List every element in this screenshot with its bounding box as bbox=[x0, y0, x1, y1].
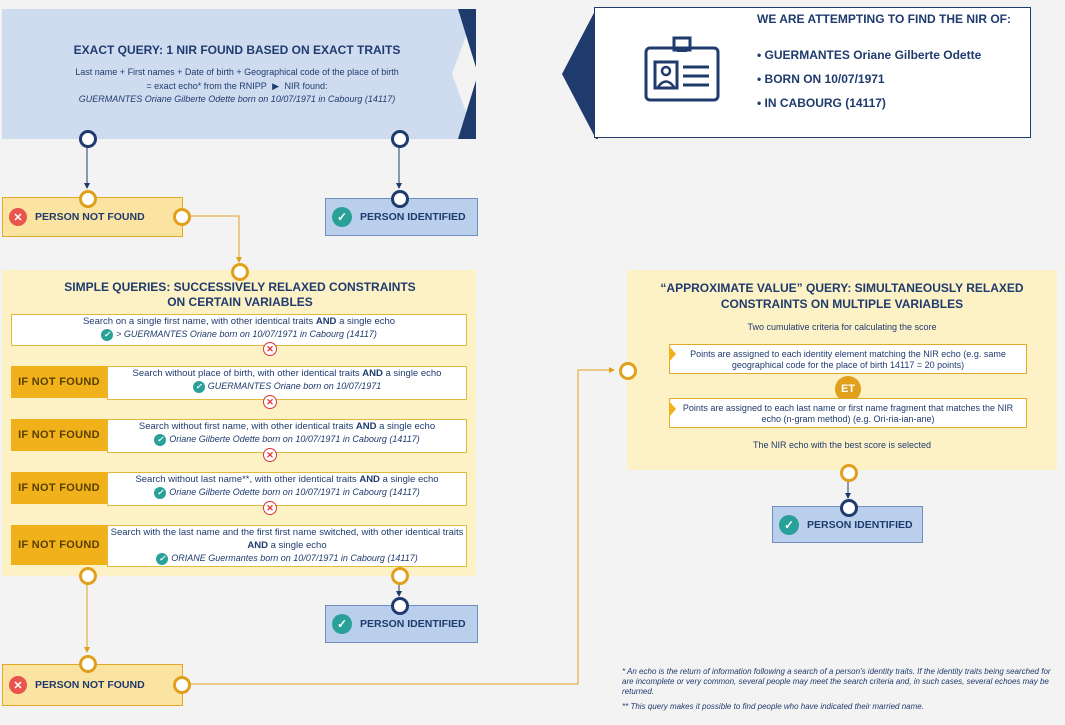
connector-dot bbox=[391, 567, 409, 585]
connector-dot bbox=[231, 263, 249, 281]
criterion-arrow bbox=[669, 401, 676, 417]
target-arrow-shape bbox=[562, 9, 598, 139]
query-row-4: Search without last name**, with other identical traits AND a single echo ✓ Oriane Gilberte Odette born on 10/07/1971 in Cabourg (14117) bbox=[107, 472, 467, 506]
connector-dot bbox=[79, 190, 97, 208]
query-row-text: Search with the last name and the first first name switched, with other identical traits bbox=[110, 527, 464, 538]
person-identified-label: PERSON IDENTIFIED bbox=[360, 618, 466, 630]
connector-dot bbox=[79, 655, 97, 673]
connector-dot bbox=[840, 499, 858, 517]
exact-query-echo: = exact echo* from the RNIPP bbox=[146, 81, 267, 91]
query-row-text: Search without place of birth, with other identical traits bbox=[132, 368, 360, 379]
check-icon: ✓ bbox=[156, 553, 168, 565]
check-icon: ✓ bbox=[101, 329, 113, 341]
approx-query-title: “APPROXIMATE VALUE” QUERY: SIMULTANEOUSLY RELAXED CONSTRAINTS ON MULTIPLE VARIABLES bbox=[660, 281, 1024, 311]
cross-icon: ✕ bbox=[263, 342, 277, 356]
check-icon: ✓ bbox=[154, 434, 166, 446]
exact-query-result: GUERMANTES Oriane Gilberte Odette born on 10/07/1971 in Cabourg (14117) bbox=[78, 94, 396, 104]
person-identified-label: PERSON IDENTIFIED bbox=[360, 211, 466, 223]
target-item-birth: • BORN ON 10/07/1971 bbox=[757, 72, 885, 86]
connector-dot bbox=[391, 130, 409, 148]
check-icon: ✓ bbox=[332, 614, 352, 634]
criterion-arrow bbox=[669, 346, 676, 362]
criterion-1: Points are assigned to each identity element matching the NIR echo (e.g. same geographical code for the place of birth 14117 = 20 points) bbox=[669, 344, 1027, 374]
exact-query-line1: Last name + First names + Date of birth + Geographical code of the place of birth bbox=[75, 67, 399, 77]
person-not-found-label: PERSON NOT FOUND bbox=[35, 211, 145, 223]
query-row-2: Search without place of birth, with other identical traits AND a single echo ✓ GUERMANTES Oriane born on 10/07/1971 bbox=[107, 366, 467, 400]
person-not-found-label: PERSON NOT FOUND bbox=[35, 679, 145, 691]
exact-query-nir-found: NIR found: bbox=[284, 81, 328, 91]
connector-dot bbox=[79, 130, 97, 148]
approx-query-subtitle: Two cumulative criteria for calculating the score bbox=[747, 322, 937, 332]
if-not-found-label: IF NOT FOUND bbox=[11, 366, 107, 398]
query-row-3: Search without first name, with other identical traits AND a single echo ✓ Oriane Gilberte Odette born on 10/07/1971 in Cabourg (14117) bbox=[107, 419, 467, 453]
target-item-name: • GUERMANTES Oriane Gilberte Odette bbox=[757, 48, 982, 62]
query-row-result: Oriane Gilberte Odette born on 10/07/1971 in Cabourg (14117) bbox=[169, 434, 420, 444]
if-not-found-label: IF NOT FOUND bbox=[11, 419, 107, 451]
query-row-result: ORIANE Guermantes born on 10/07/1971 in Cabourg (14117) bbox=[171, 553, 418, 563]
target-title: WE ARE ATTEMPTING TO FIND THE NIR OF: bbox=[757, 12, 1011, 26]
target-card bbox=[594, 7, 1031, 138]
exact-query-line2 bbox=[22, 81, 452, 92]
check-icon: ✓ bbox=[154, 487, 166, 499]
exact-query-title: EXACT QUERY: 1 NIR FOUND BASED ON EXACT TRAITS bbox=[73, 43, 401, 57]
query-row-result: Oriane Gilberte Odette born on 10/07/1971 in Cabourg (14117) bbox=[169, 487, 420, 497]
approx-best-score: The NIR echo with the best score is selected bbox=[752, 440, 932, 450]
if-not-found-label: IF NOT FOUND bbox=[11, 472, 107, 504]
connector-dot bbox=[619, 362, 637, 380]
exact-query-panel bbox=[2, 9, 476, 139]
footnote-married-name: ** This query makes it possible to find people who have indicated their married name. bbox=[622, 702, 924, 711]
check-icon: ✓ bbox=[779, 515, 799, 535]
query-row-result: GUERMANTES Oriane born on 10/07/1971 bbox=[207, 381, 382, 391]
et-badge: ET bbox=[835, 376, 861, 402]
footnote-echo: * An echo is the return of information following a search of a person's identity traits. If the identity traits being searched for are incomplete or very common, several people may meet the search criteria and, in such cases, several echoes may be returned. bbox=[622, 667, 1051, 696]
if-not-found-label: IF NOT FOUND bbox=[11, 525, 107, 565]
query-row-text: Search without last name**, with other identical traits bbox=[135, 474, 357, 485]
check-icon: ✓ bbox=[332, 207, 352, 227]
connector-dot bbox=[391, 190, 409, 208]
check-icon: ✓ bbox=[193, 381, 205, 393]
play-arrow-icon: ▶ bbox=[272, 81, 280, 91]
target-item-place: • IN CABOURG (14117) bbox=[757, 96, 886, 110]
cross-icon: ✕ bbox=[263, 448, 277, 462]
query-row-5: Search with the last name and the first first name switched, with other identical traits AND a single echo ✓ ORIANE Guermantes born on 10/07/1971 in Cabourg (14117) bbox=[107, 525, 467, 567]
cross-icon: ✕ bbox=[263, 395, 277, 409]
person-identified-label: PERSON IDENTIFIED bbox=[807, 518, 913, 531]
query-row-text: Search without first name, with other identical traits bbox=[138, 421, 354, 432]
query-row-1: Search on a single first name, with other identical traits AND a single echo ✓ > GUERMANTES Oriane born on 10/07/1971 in Cabourg (14117) bbox=[11, 314, 467, 346]
query-row-text: Search on a single first name, with other identical traits bbox=[82, 316, 314, 327]
connector-dot bbox=[173, 208, 191, 226]
connector-dot bbox=[840, 464, 858, 482]
id-badge-icon bbox=[643, 36, 723, 106]
simple-queries-title: SIMPLE QUERIES: SUCCESSIVELY RELAXED CONSTRAINTS ON CERTAIN VARIABLES bbox=[64, 280, 416, 309]
connector-dot bbox=[173, 676, 191, 694]
connector-dot bbox=[79, 567, 97, 585]
cross-icon: ✕ bbox=[9, 208, 27, 226]
connector-dot bbox=[391, 597, 409, 615]
cross-icon: ✕ bbox=[263, 501, 277, 515]
criterion-2: Points are assigned to each last name or first name fragment that matches the NIR echo (n-gram method) (e.g. Ori-ria-ian-ane) bbox=[669, 398, 1027, 428]
cross-icon: ✕ bbox=[9, 676, 27, 694]
query-row-result: > GUERMANTES Oriane born on 10/07/1971 in Cabourg (14117) bbox=[116, 329, 377, 339]
